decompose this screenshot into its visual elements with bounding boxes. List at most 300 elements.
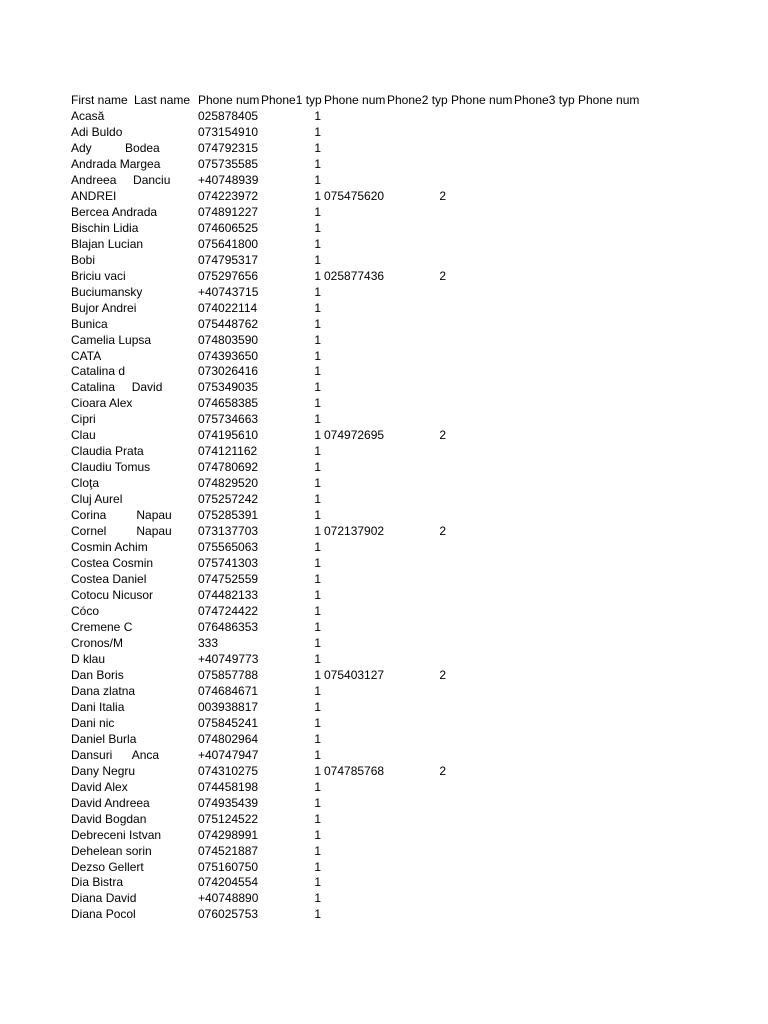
phone1-type: 1 [314,619,321,634]
phone1-number: 074803590 [198,332,258,347]
phone1-number: 075448762 [198,316,258,331]
contact-name: Cioara Alex [71,396,133,411]
table-row [71,221,641,237]
phone1-number: 074724422 [198,604,258,618]
phone2-type [387,588,446,604]
phone1-type: 1 [314,300,321,315]
phone1-number: 074482133 [198,588,258,603]
phone2-type [387,907,446,923]
phone2-number [324,556,384,572]
phone1-number: 075845241 [198,715,258,730]
contact-name: Debreceni Istvan [71,827,162,842]
phone1-type: 1 [314,572,321,587]
phone2-number: 074972695 [324,428,384,443]
phone2-type [387,748,446,764]
phone1-number: 003938817 [198,699,258,714]
phone2-number [324,301,384,317]
phone2-number [324,333,384,349]
phone2-type [387,444,446,460]
phone1-number: 075734663 [198,412,258,427]
table-row [71,157,641,173]
phone1-number: 075857788 [198,667,258,682]
phone2-number [324,317,384,333]
phone1-type: 1 [314,396,321,411]
phone1-number: 074393650 [198,348,258,363]
phone1-type: 1 [314,348,321,363]
table-row [71,317,641,333]
header-phone3-type: Phone3 typ [514,93,578,109]
phone1-number: +40743715 [198,284,258,299]
table-row [71,891,641,907]
table-row [71,492,641,508]
phone2-number [324,125,384,141]
table-row [71,572,641,588]
phone2-type: 2 [439,188,446,203]
phone1-type: 1 [314,124,321,139]
contact-name: D klau [71,651,106,666]
contact-name: Cornel Napau [71,524,172,539]
phone1-number: 074022114 [198,300,258,315]
phone2-number: 072137902 [324,524,384,539]
phone1-number: 075565063 [198,540,258,555]
phone1-number: 073026416 [198,364,258,379]
phone2-number [324,396,384,412]
phone1-type: 1 [314,108,321,123]
table-row [71,125,641,141]
phone1-type: 1 [314,875,321,890]
table-row [71,333,641,349]
phone2-type [387,812,446,828]
phone1-type: 1 [314,412,321,427]
contact-name: Ady Bodea [71,140,160,155]
phone2-type [387,620,446,636]
header-phone2-type: Phone2 typ [387,93,451,109]
table-row [71,444,641,460]
phone2-number [324,891,384,907]
table-row [71,668,641,684]
phone2-number [324,492,384,508]
phone1-type: 1 [314,556,321,571]
phone1-type: 1 [314,588,321,603]
table-row [71,556,641,572]
phone1-type: 1 [314,156,321,171]
phone1-type: 1 [314,188,321,203]
contact-name: David Alex [71,779,128,794]
phone1-type: 1 [314,651,321,666]
table-row [71,588,641,604]
contact-name: Bunica [71,316,108,331]
contact-name: Dezso Gellert [71,859,144,874]
phone2-type [387,396,446,412]
phone1-number: 074795317 [198,252,258,267]
phone2-number: 075403127 [324,667,384,682]
phone2-number [324,173,384,189]
phone1-number: 075160750 [198,859,258,874]
contact-name: David Bogdan [71,811,147,826]
contact-name: ANDREI [71,188,117,203]
phone1-number: 075741303 [198,556,258,571]
contact-name: Adi Buldo [71,124,123,139]
table-row [71,253,641,269]
phone1-number: 075735585 [198,156,258,171]
phone2-type [387,572,446,588]
contact-name: Andreea Danciu [71,172,171,187]
phone2-number [324,732,384,748]
phone1-number: 074195610 [198,428,258,443]
table-row [71,907,641,923]
phone1-type: 1 [314,140,321,155]
contact-name: Blajan Lucian [71,236,144,251]
header-phone1-type: Phone1 typ [261,93,324,109]
contact-name: Cipri [71,412,96,427]
table-row [71,860,641,876]
table-row [71,812,641,828]
phone1-type: 1 [314,492,321,507]
contact-name: Claudiu Tomus [71,460,151,475]
contact-name: Catalina David [71,380,163,395]
phone1-type: 1 [314,220,321,235]
phone1-type: 1 [314,604,321,618]
contact-name: Dia Bistra [71,875,124,890]
phone2-type [387,636,446,652]
phone1-number: 074658385 [198,396,258,411]
phone2-type [387,333,446,349]
contact-name: Dansuri Anca [71,747,160,762]
phone2-type [387,237,446,253]
contact-name: Dani nic [71,715,115,730]
contact-name: Bobi [71,252,96,267]
table-row [71,652,641,668]
phone2-number [324,796,384,812]
table-row [71,173,641,189]
table-row [71,540,641,556]
table-row [71,396,641,412]
phone1-number: 073137703 [198,524,258,539]
phone1-number: 074829520 [198,476,258,491]
phone2-number [324,285,384,301]
phone2-number [324,141,384,157]
contact-name: Andrada Margea [71,156,161,171]
phone2-number [324,716,384,732]
phone1-type: 1 [314,683,321,698]
phone2-number [324,444,384,460]
phone1-type: 1 [314,444,321,459]
phone1-number: 075124522 [198,811,258,826]
table-row [71,141,641,157]
phone1-type: 1 [314,843,321,858]
phone1-number: 076486353 [198,619,258,634]
phone1-type: 1 [314,284,321,299]
phone2-number [324,907,384,923]
contact-name: Costea Cosmin [71,556,154,571]
table-row [71,237,641,253]
phone1-type: 1 [314,364,321,379]
phone2-type [387,700,446,716]
phone1-type: 1 [314,811,321,826]
phone1-type: 1 [314,540,321,555]
phone2-type [387,141,446,157]
table-row [71,205,641,221]
phone2-type [387,301,446,317]
header-phone2-number: Phone num [324,93,386,107]
table-row [71,796,641,812]
phone2-number [324,875,384,891]
phone2-number [324,572,384,588]
phone2-type [387,508,446,524]
contact-name: Cronos/M [71,635,124,650]
header-phone4-number: Phone num [578,93,640,107]
phone2-number [324,476,384,492]
phone2-number [324,508,384,524]
contact-name: Daniel Burla [71,731,137,746]
phone2-number [324,540,384,556]
phone2-type [387,205,446,221]
contact-name: Bischin Lidia [71,220,139,235]
contact-name: Corina Napau [71,508,172,523]
phone2-type [387,716,446,732]
phone1-number: 074121162 [198,444,258,459]
phone1-type: 1 [314,827,321,842]
phone2-number: 075475620 [324,188,384,203]
phone2-type [387,173,446,189]
phone2-type [387,460,446,476]
phone1-number: 075257242 [198,492,258,507]
phone1-type: 1 [314,268,321,283]
table-row [71,732,641,748]
contact-name: Catalina d [71,364,126,379]
table-row [71,764,641,780]
phone1-type: 1 [314,252,321,267]
phone2-type [387,317,446,333]
phone2-type [387,860,446,876]
phone1-number: 075641800 [198,236,258,251]
phone1-number: +40747947 [198,747,258,762]
phone2-type [387,476,446,492]
phone2-number [324,748,384,764]
phone2-type [387,492,446,508]
contact-name: Buciumansky [71,284,143,299]
table-row [71,364,641,380]
phone1-number: 074204554 [198,875,258,890]
phone1-type: 1 [314,204,321,219]
phone1-number: 074223972 [198,188,258,203]
table-row [71,412,641,428]
phone1-number: +40749773 [198,651,258,666]
phone1-type: 1 [314,891,321,906]
phone2-number [324,828,384,844]
phone2-number [324,652,384,668]
contact-name: Dana zlatna [71,683,136,698]
contact-name: Dani Italia [71,699,125,714]
table-row [71,508,641,524]
table-row [71,620,641,636]
table-row [71,349,641,365]
phone2-number [324,205,384,221]
table-row [71,828,641,844]
phone2-type [387,732,446,748]
phone1-number: +40748890 [198,891,258,906]
contacts-sheet [71,93,641,923]
phone2-type [387,364,446,380]
contact-name: Diana Pocol [71,907,136,922]
table-row [71,428,641,444]
phone2-number [324,588,384,604]
phone2-number [324,604,384,620]
phone2-type [387,875,446,891]
phone2-type [387,780,446,796]
phone1-number: 074606525 [198,220,258,235]
contact-name: Cóco [71,604,100,618]
contact-name: Cremene C [71,619,133,634]
phone1-type: 1 [314,763,321,778]
phone2-number [324,349,384,365]
table-row [71,700,641,716]
contact-name: Cloţa [71,476,100,491]
phone2-number: 074785768 [324,763,384,778]
phone1-number: 074458198 [198,779,258,794]
phone1-number: 074792315 [198,140,258,155]
phone1-type: 1 [314,699,321,714]
table-row [71,380,641,396]
phone2-type [387,109,446,125]
table-row [71,684,641,700]
phone2-type [387,380,446,396]
phone2-number [324,364,384,380]
phone2-number [324,780,384,796]
phone1-type: 1 [314,747,321,762]
contact-name: Bujor Andrei [71,300,137,315]
phone1-number: 075349035 [198,380,258,395]
phone1-type: 1 [314,667,321,682]
phone2-type [387,157,446,173]
contact-name: Claudia Prata [71,444,144,459]
phone2-number [324,460,384,476]
table-row [71,269,641,285]
phone1-number: 074298991 [198,827,258,842]
phone2-type [387,125,446,141]
phone2-type [387,253,446,269]
phone1-type: 1 [314,172,321,187]
table-row [71,875,641,891]
contact-name: Cosmin Achim [71,540,148,555]
phone1-type: 1 [314,428,321,443]
contact-name: Bercea Andrada [71,204,158,219]
phone1-number: 333 [198,635,219,650]
phone2-type: 2 [439,524,446,539]
phone1-number: +40748939 [198,172,258,187]
header-last-name: Last name [134,93,198,109]
contact-name: Dehelean sorin [71,843,152,858]
phone2-type [387,412,446,428]
table-row [71,636,641,652]
contact-name: David Andreea [71,795,150,810]
phone1-type: 1 [314,380,321,395]
phone2-type [387,891,446,907]
phone1-number: 076025753 [198,907,258,922]
phone1-type: 1 [314,316,321,331]
phone1-type: 1 [314,476,321,491]
phone1-number: 073154910 [198,124,258,139]
table-row [71,604,641,620]
contact-name: Costea Daniel [71,572,147,587]
contact-name: CATA [71,348,102,363]
phone2-number [324,636,384,652]
table-row [71,748,641,764]
phone1-type: 1 [314,715,321,730]
table-row [71,476,641,492]
phone2-type [387,221,446,237]
header-first-name: First name [71,93,134,109]
table-row [71,460,641,476]
contact-name: Camelia Lupsa [71,332,152,347]
phone1-type: 1 [314,779,321,794]
phone2-type: 2 [439,763,446,778]
phone2-type: 2 [439,268,446,283]
table-row [71,524,641,540]
phone2-type [387,652,446,668]
contact-name: Briciu vaci [71,268,126,283]
phone2-type [387,844,446,860]
phone1-type: 1 [314,731,321,746]
phone1-number: 074752559 [198,572,258,587]
table-row [71,716,641,732]
phone2-type [387,349,446,365]
phone2-type [387,684,446,700]
phone2-number [324,620,384,636]
phone2-number: 025877436 [324,268,384,283]
phone2-type: 2 [439,667,446,682]
phone2-number [324,844,384,860]
phone1-number: 074521887 [198,843,258,858]
contact-name: Dan Boris [71,667,124,682]
phone1-type: 1 [314,236,321,251]
phone1-type: 1 [314,795,321,810]
phone1-type: 1 [314,332,321,347]
phone1-type: 1 [314,907,321,922]
phone2-type [387,604,446,620]
phone1-number: 075297656 [198,268,258,283]
contact-name: Dany Negru [71,763,136,778]
phone2-number [324,860,384,876]
contact-name: Acasă [71,108,105,123]
contact-name: Cotocu Nicusor [71,588,154,603]
phone2-type [387,796,446,812]
phone2-type [387,556,446,572]
phone2-number [324,812,384,828]
header-phone1-number: Phone num [198,93,260,107]
table-row [71,109,641,125]
phone2-number [324,380,384,396]
phone1-number: 074684671 [198,683,258,698]
phone2-type: 2 [439,428,446,443]
phone1-type: 1 [314,635,321,650]
phone2-number [324,700,384,716]
phone1-type: 1 [314,508,321,523]
contact-name: Diana David [71,891,137,906]
header-row [71,93,641,109]
contact-name: Cluj Aurel [71,492,123,507]
phone1-number: 074802964 [198,731,258,746]
phone2-type [387,285,446,301]
phone1-number: 074935439 [198,795,258,810]
phone2-number [324,253,384,269]
table-row [71,780,641,796]
phone2-number [324,412,384,428]
table-row [71,189,641,205]
table-row [71,285,641,301]
phone1-number: 074891227 [198,204,258,219]
phone2-number [324,221,384,237]
